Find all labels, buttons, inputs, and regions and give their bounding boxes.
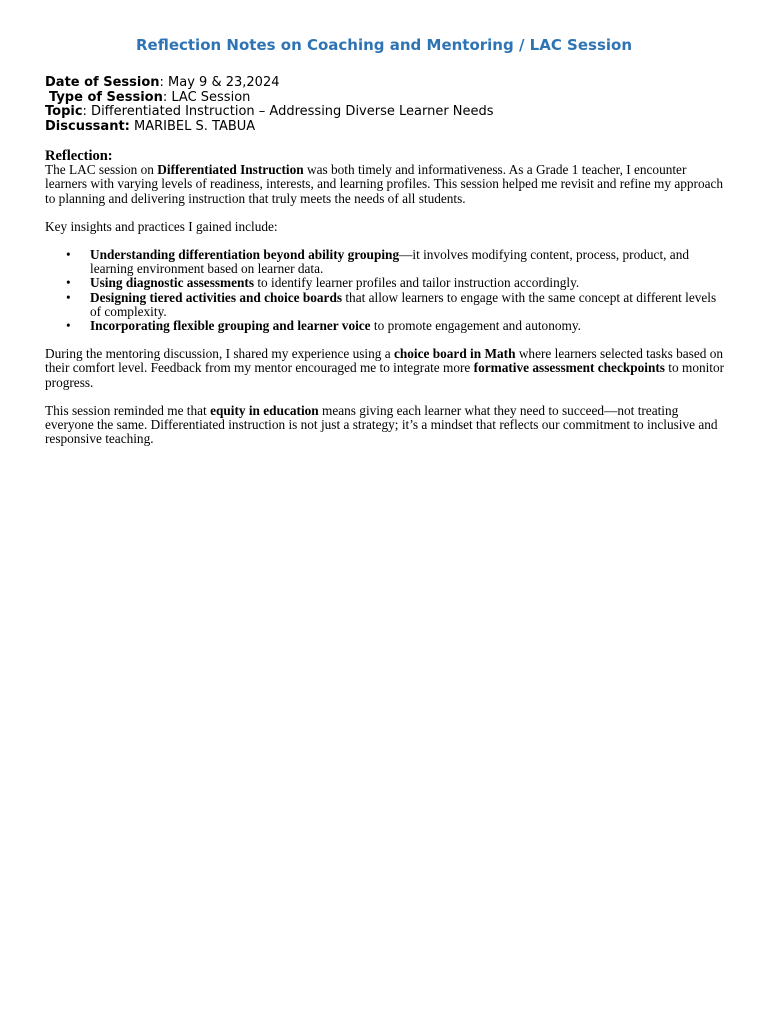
list-item-text: to identify learner profiles and tailor instruction accordingly. bbox=[254, 275, 580, 291]
bullet-icon: • bbox=[66, 318, 71, 334]
intro-paragraph bbox=[45, 163, 725, 206]
type-of-session-label: Type of Session bbox=[49, 89, 163, 105]
discussant-row bbox=[45, 120, 494, 135]
mentoring-bold-1: choice board in Math bbox=[393, 346, 516, 362]
list-item-bold: Incorporating flexible grouping and learner voice bbox=[90, 318, 371, 334]
bullet-icon: • bbox=[66, 289, 71, 305]
intro-text-1: The LAC session on bbox=[45, 162, 158, 178]
insights-list bbox=[45, 248, 725, 333]
list-item-bold: Understanding differentiation beyond ability grouping bbox=[90, 247, 400, 263]
document-title: Reflection Notes on Coaching and Mentoring / LAC Session bbox=[135, 36, 633, 54]
session-details bbox=[45, 76, 494, 134]
topic-row bbox=[45, 105, 494, 120]
list-item-text: —it involves modifying content, process, product, and learning environment based on learner data. bbox=[90, 247, 689, 277]
closing-paragraph bbox=[45, 404, 725, 447]
mentoring-text-3: to monitor progress. bbox=[45, 360, 725, 390]
date-of-session-value: : May 9 & 23,2024 bbox=[159, 75, 280, 90]
closing-text-2: means giving each learner what they need to succeed—not treating everyone the same. Differentiated instruction is not just a strategy; it’s a mindset that reflects our commitment to inclusive and responsive teaching. bbox=[45, 402, 718, 447]
type-of-session-value: : LAC Session bbox=[162, 89, 251, 105]
list-item-text: that allow learners to engage with the same concept at different levels of complexity. bbox=[90, 289, 717, 319]
intro-text-2: was both timely and informativeness. As a Grade 1 teacher, I encounter learners with varying levels of readiness, interests, and learning profiles. This session helped me revisit and refine my approach to planning and delivering instruction that truly meets the needs of all students. bbox=[45, 162, 724, 206]
list-item bbox=[66, 289, 725, 319]
date-of-session-row bbox=[45, 76, 494, 91]
bullet-icon: • bbox=[66, 247, 71, 263]
mentoring-text-1: During the mentoring discussion, I shared my experience using a bbox=[45, 346, 394, 362]
topic-value: : Differentiated Instruction – Addressing Diverse Learner Needs bbox=[82, 104, 494, 119]
list-item bbox=[66, 318, 725, 334]
mentoring-text-2: where learners selected tasks based on their comfort level. Feedback from my mentor encouraged me to integrate more bbox=[45, 346, 723, 376]
discussant-value: MARIBEL S. TABUA bbox=[129, 118, 256, 134]
closing-bold: equity in education bbox=[210, 402, 319, 418]
discussant-label: Discussant: bbox=[45, 118, 130, 134]
list-item bbox=[66, 247, 725, 277]
insights-intro: Key insights and practices I gained include: bbox=[45, 218, 278, 234]
reflection-heading: Reflection: bbox=[45, 148, 113, 164]
type-of-session-row bbox=[45, 91, 494, 106]
list-item-bold: Designing tiered activities and choice boards bbox=[90, 289, 343, 305]
reflection-body bbox=[45, 149, 725, 446]
mentoring-paragraph bbox=[45, 347, 725, 390]
mentoring-bold-2: formative assessment checkpoints bbox=[473, 360, 665, 376]
bullet-icon: • bbox=[66, 275, 71, 291]
intro-bold-term: Differentiated Instruction bbox=[157, 162, 304, 178]
date-of-session-label: Date of Session bbox=[45, 75, 160, 90]
closing-text-1: This session reminded me that bbox=[45, 402, 211, 418]
topic-label: Topic bbox=[45, 104, 83, 119]
list-item-text: to promote engagement and autonomy. bbox=[370, 318, 581, 334]
list-item bbox=[66, 275, 725, 291]
list-item-bold: Using diagnostic assessments bbox=[90, 275, 255, 291]
